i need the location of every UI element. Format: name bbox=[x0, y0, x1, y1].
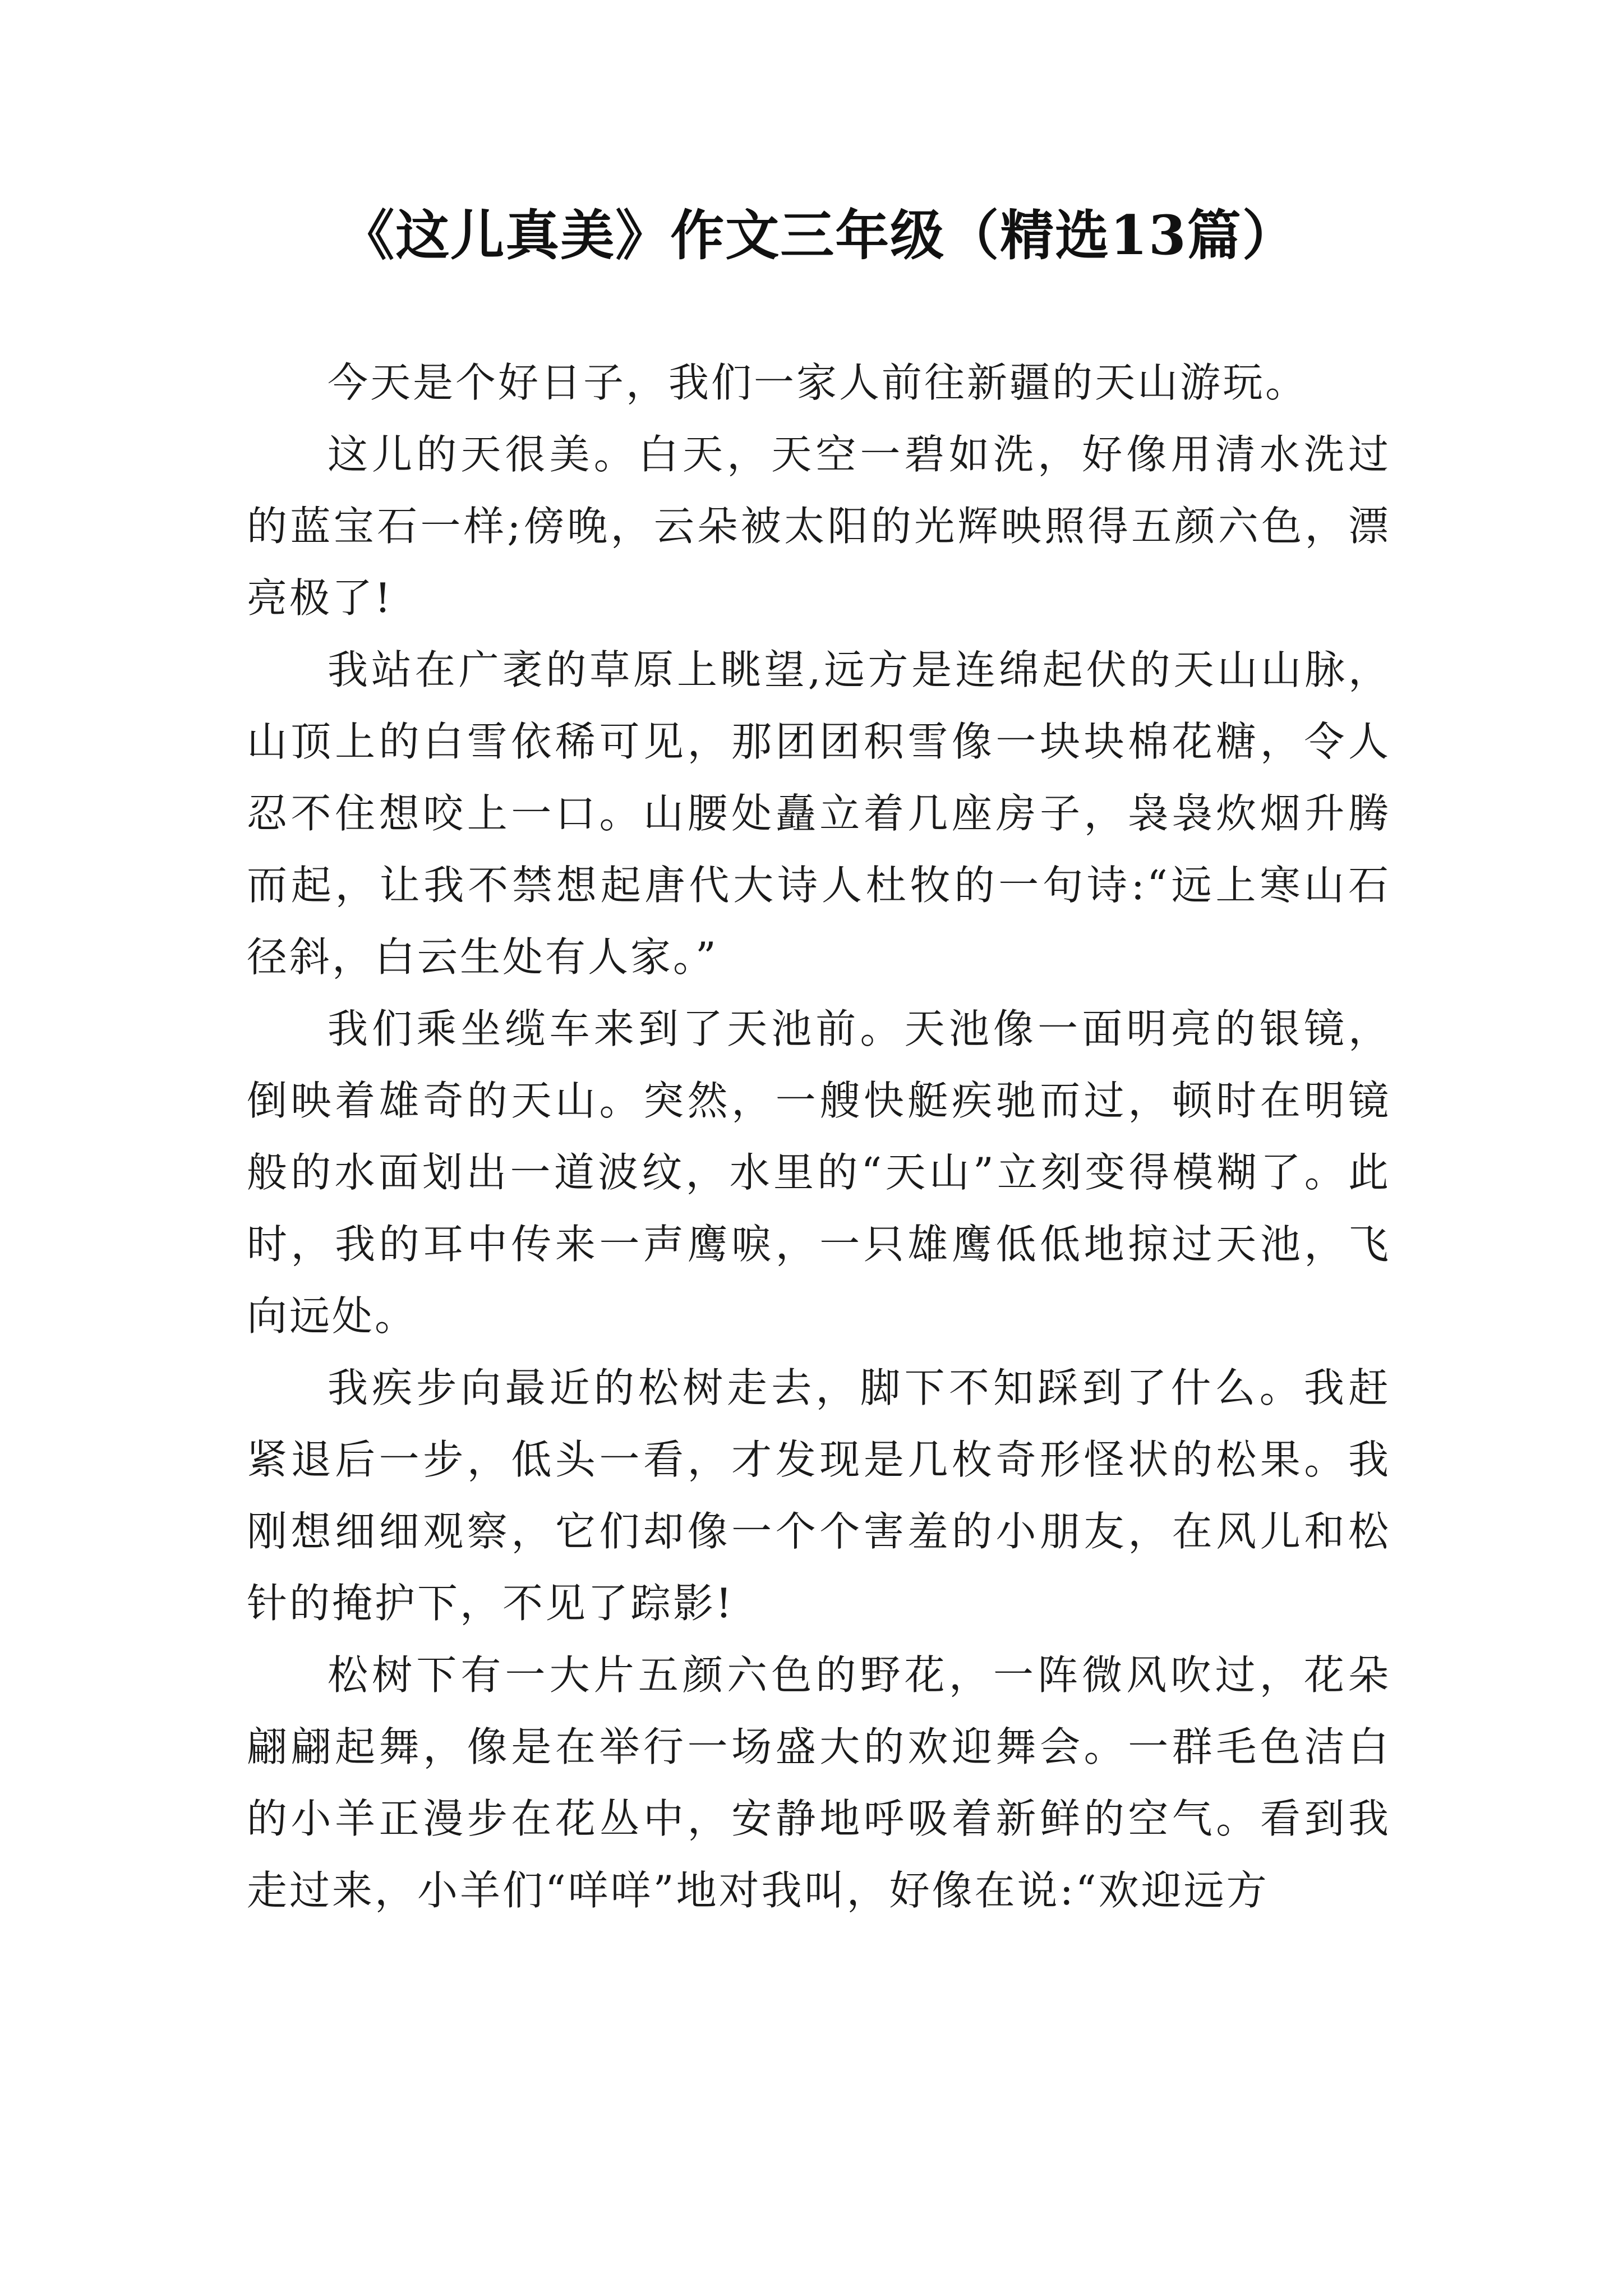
paragraph: 这儿的天很美。白天，天空一碧如洗，好像用清水洗过的蓝宝石一样;傍晚，云朵被太阳的光辉映照得五颜六色，漂亮极了! bbox=[247, 431, 1391, 622]
paragraph: 我们乘坐缆车来到了天池前。天池像一面明亮的银镜，倒映着雄奇的天山。突然，一艘快艇疾驰而过，顿时在明镜般的水面划出一道波纹，水里的“天山”立刻变得模糊了。此时，我的耳中传来一声鹰唳，一只雄鹰低低地掠过天池，飞向远处。 bbox=[247, 1005, 1391, 1340]
document-title: 《这儿真美》作文三年级（精选13篇） bbox=[340, 204, 1297, 267]
paragraph: 我站在广袤的草原上眺望,远方是连绵起伏的天山山脉，山顶上的白雪依稀可见，那团团积雪像一块块棉花糖，令人忍不住想咬上一口。山腰处矗立着几座房子，袅袅炊烟升腾而起，让我不禁想起唐代大诗人杜牧的一句诗:“远上寒山石径斜，白云生处有人家。” bbox=[247, 646, 1391, 981]
paragraph: 松树下有一大片五颜六色的野花，一阵微风吹过，花朵翩翩起舞，像是在举行一场盛大的欢迎舞会。一群毛色洁白的小羊正漫步在花丛中，安静地呼吸着新鲜的空气。看到我走过来，小羊们“咩咩”地对我叫，好像在说:“欢迎远方 bbox=[247, 1651, 1391, 1914]
paragraph: 我疾步向最近的松树走去，脚下不知踩到了什么。我赶紧退后一步，低头一看，才发现是几枚奇形怪状的松果。我刚想细细观察，它们却像一个个害羞的小朋友，在风儿和松针的掩护下，不见了踪影! bbox=[247, 1364, 1391, 1627]
document-body bbox=[247, 347, 1391, 1926]
paragraph: 今天是个好日子，我们一家人前往新疆的天山游玩。 bbox=[328, 359, 1308, 406]
